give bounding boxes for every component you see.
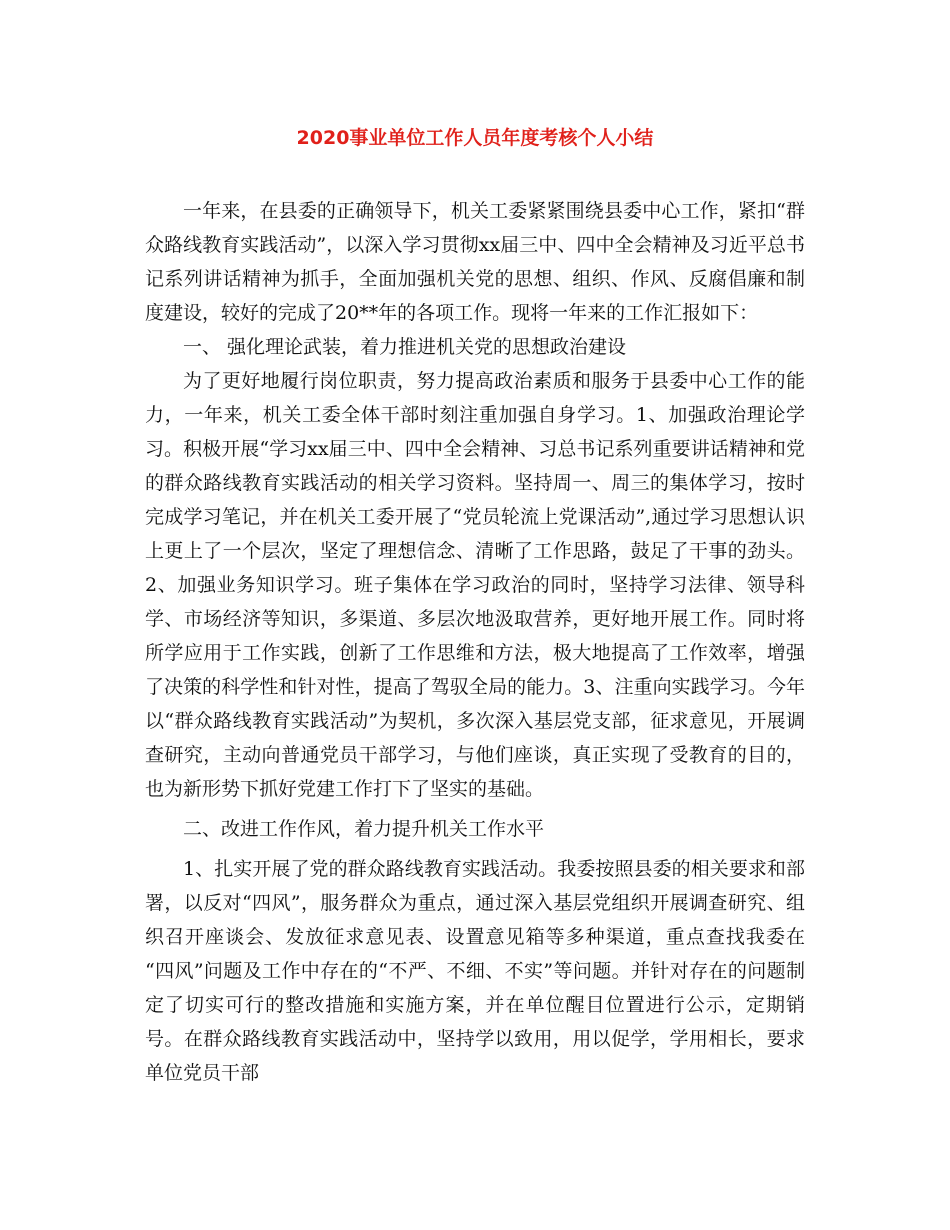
document-body [145, 194, 805, 1090]
section-heading-2: 二、改进工作作风，着力提升机关工作水平 [183, 818, 545, 840]
paragraph-section-2: 1、扎实开展了党的群众路线教育实践活动。我委按照县委的相关要求和部署，以反对“四风”，服务群众为重点，通过深入基层党组织开展调查研究、组织召开座谈会、发放征求意见表、设置意见箱等多种渠道，重点查找我委在 “四风”问题及工作中存在的“不严、不细、不实”等问题。并针对存在的问题制定了切实可行的整改措施和实施方案，并在单位醒目位置进行公示，定期销号。在群众路线教育实践活动中，坚持学以致用，用以促学，学用相长，要求单位党员干部 [145, 858, 805, 1084]
paragraph-intro: 一年来，在县委的正确领导下，机关工委紧紧围绕县委中心工作，紧扣“群众路线教育实践活动”，以深入学习贯彻xx届三中、四中全会精神及习近平总书记系列讲话精神为抓手，全面加强机关党的思想、组织、作风、反腐倡廉和制度建设，较好的完成了20**年的各项工作。现将一年来的工作汇报如下： [145, 200, 805, 324]
section-heading-1: 一、 强化理论武装，着力推进机关党的思想政治建设 [183, 336, 627, 358]
paragraph-section-1: 为了更好地履行岗位职责，努力提高政治素质和服务于县委中心工作的能力，一年来，机关工委全体干部时刻注重加强自身学习。1、加强政治理论学习。积极开展“学习xx届三中、四中全会精神、习总书记系列重要讲话精神和党的群众路线教育实践活动的相关学习资料。坚持周一、周三的集体学习，按时完成学习笔记，并在机关工委开展了“党员轮流上党课活动”,通过学习思想认识上更上了一个层次，坚定了理想信念、清晰了工作思路，鼓足了干事的劲头。2、加强业务知识学习。班子集体在学习政治的同时，坚持学习法律、领导科学、市场经济等知识，多渠道、多层次地汲取营养，更好地开展工作。同时将所学应用于工作实践，创新了工作思维和方法，极大地提高了工作效率，增强了决策的科学性和针对性，提高了驾驭全局的能力。3、注重向实践学习。今年以“群众路线教育实践活动”为契机，多次深入基层党支部，征求意见，开展调查研究，主动向普通党员干部学习，与他们座谈，真正实现了受教育的目的，也为新形势下抓好党建工作打下了坚实的基础。 [145, 370, 805, 800]
document-title: 2020事业单位工作人员年度考核个人小结 [296, 127, 654, 149]
